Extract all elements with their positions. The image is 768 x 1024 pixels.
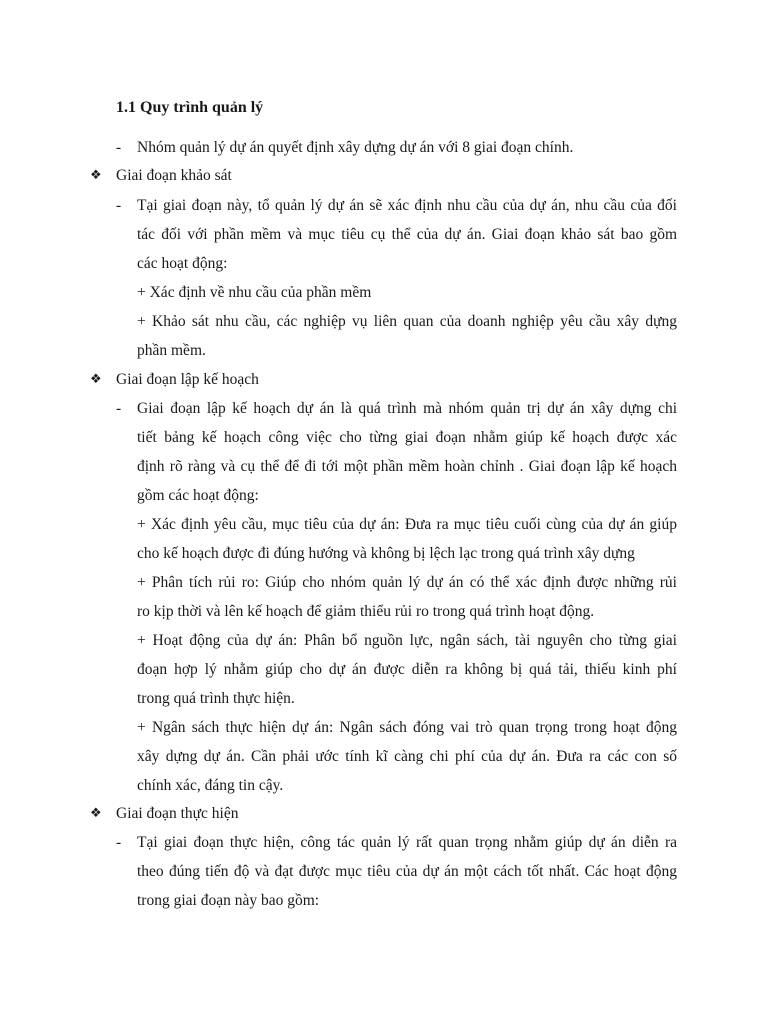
paragraph-line: phần mềm. [137,342,206,359]
dash-marker: - [116,834,122,851]
dash-marker: - [116,400,122,417]
paragraph-line: cho kế hoạch được đi đúng hướng và không bị lệch lạc trong quá trình xây dựng [137,545,635,562]
diamond-bullet-icon: ❖ [90,806,102,821]
section-title-khao-sat: Giai đoạn khảo sát [116,167,232,184]
paragraph-line: đoạn hợp lý nhằm giúp cho dự án được diễn ra không bị quá tải, thiếu kinh phí [137,661,677,678]
section-title-lap-ke-hoach: Giai đoạn lập kế hoạch [116,371,259,388]
paragraph-line: xây dựng dự án. Cần phải ước tính kĩ càng chi phí của dự án. Đưa ra các con số [137,748,677,765]
paragraph-line: theo đúng tiến độ và đạt được mục tiêu của dự án một cách tốt nhất. Các hoạt động [137,863,677,880]
paragraph-line: Giai đoạn lập kế hoạch dự án là quá trình mà nhóm quản trị dự án xây dựng chi [137,400,677,417]
paragraph-line: định rõ ràng và cụ thể để đi tới một phần mềm hoàn chỉnh . Giai đoạn lập kế hoạch [137,458,677,475]
paragraph-line: + Xác định yêu cầu, mục tiêu của dự án: Đưa ra mục tiêu cuối cùng của dự án giúp [137,516,677,533]
section-title-thuc-hien: Giai đoạn thực hiện [116,805,239,822]
paragraph-line: gồm các hoạt động: [137,487,259,504]
diamond-bullet-icon: ❖ [90,168,102,183]
paragraph-line: tác đối với phần mềm và mục tiêu cụ thể của dự án. Giai đoạn khảo sát bao gồm [137,226,677,243]
paragraph-line: trong quá trình thực hiện. [137,690,295,707]
paragraph-line: Tại giai đoạn thực hiện, công tác quản lý rất quan trọng nhằm giúp dự án diễn ra [137,834,677,851]
paragraph-line: Tại giai đoạn này, tổ quản lý dự án sẽ xác định nhu cầu của dự án, nhu cầu của đối [137,197,677,214]
paragraph-line: + Khảo sát nhu cầu, các nghiệp vụ liên quan của doanh nghiệp yêu cầu xây dựng [137,313,677,330]
paragraph-line: trong giai đoạn này bao gồm: [137,892,320,909]
paragraph-line: tiết bảng kế hoạch công việc cho từng giai đoạn nhằm giúp kế hoạch được xác [137,429,677,446]
paragraph-line: các hoạt động: [137,255,228,272]
section-heading: 1.1 Quy trình quản lý [116,99,264,116]
intro-text: Nhóm quản lý dự án quyết định xây dựng dự án với 8 giai đoạn chính. [137,139,574,156]
dash-marker: - [116,139,122,156]
paragraph-line: chính xác, đáng tin cậy. [137,777,284,794]
paragraph-line: + Xác định về nhu cầu của phần mềm [137,284,372,301]
paragraph-line: + Hoạt động của dự án: Phân bổ nguồn lực, ngân sách, tài nguyên cho từng giai [137,632,677,649]
diamond-bullet-icon: ❖ [90,372,102,387]
dash-marker: - [116,197,122,214]
paragraph-line: + Phân tích rủi ro: Giúp cho nhóm quản lý dự án có thể xác định được những rủi [137,574,677,591]
paragraph-line: ro kịp thời và lên kế hoạch để giảm thiểu rủi ro trong quá trình hoạt động. [137,603,595,620]
paragraph-line: + Ngân sách thực hiện dự án: Ngân sách đóng vai trò quan trọng trong hoạt động [137,719,677,736]
